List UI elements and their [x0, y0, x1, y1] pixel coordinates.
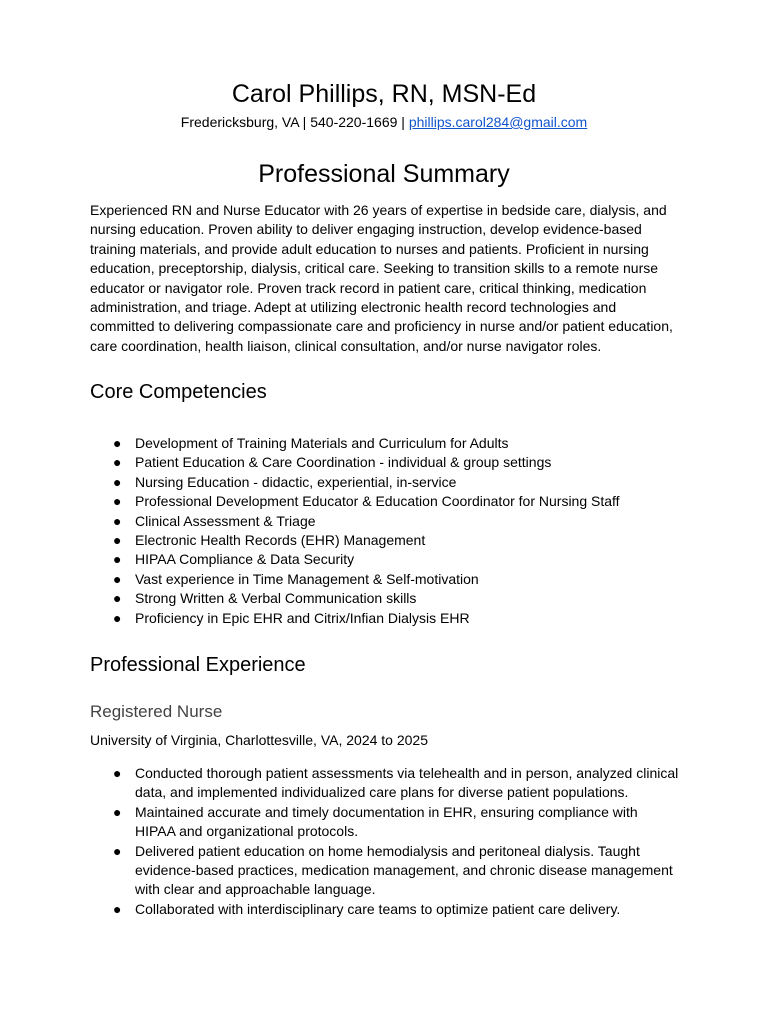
competency-text: Electronic Health Records (EHR) Management: [135, 532, 426, 549]
summary-paragraph: Experienced RN and Nurse Educator with 26 years of expertise in bedside care, dialysis, and nursing education. Proven ability to deliver engaging instruction, develop evidence-based training materials, and provide adult education to nurses and patients. Proficient in nursing education, preceptorship, dialysis, critical care. Seeking to transition skills to a remote nurse educator or navigator role. Proven track record in patient care, critical thinking, medication administration, and triage. Adept at utilizing electronic health record technologies and committed to delivering compassionate care and proficiency in nurse and/or patient education, care coordination, health liaison, clinical consultation, and/or nurse navigator roles.: [90, 202, 673, 354]
competency-text: Development of Training Materials and Curriculum for Adults: [135, 435, 509, 451]
bullet-icon: ●: [113, 590, 122, 607]
list-item: [90, 434, 680, 453]
bullet-icon: ●: [113, 532, 122, 549]
bullet-icon: ●: [113, 842, 122, 859]
list-item: [90, 842, 680, 900]
list-item: [90, 453, 680, 472]
job-bullet-text: Maintained accurate and timely documentation in EHR, ensuring compliance with HIPAA and organizational protocols.: [135, 803, 638, 840]
email-link[interactable]: phillips.carol284@gmail.com: [408, 114, 588, 130]
bullet-icon: ●: [113, 435, 122, 451]
competency-text: HIPAA Compliance & Data Security: [135, 551, 355, 568]
competency-text: Nursing Education - didactic, experiential, in-service: [135, 473, 457, 490]
bullet-icon: ●: [113, 570, 122, 587]
bullet-icon: ●: [113, 900, 122, 917]
experience-heading: Professional Experience: [90, 654, 306, 676]
competency-text: Proficiency in Epic EHR and Citrix/Infian Dialysis EHR: [135, 609, 470, 626]
job-bullets: [90, 764, 680, 919]
bullet-icon: ●: [113, 454, 122, 471]
competency-text: Strong Written & Verbal Communication skills: [135, 590, 417, 607]
list-item: [90, 550, 680, 569]
competency-text: Clinical Assessment & Triage: [135, 512, 316, 529]
list-item: [90, 473, 680, 492]
job-bullet-text: Delivered patient education on home hemodialysis and peritoneal dialysis. Taught evidence-based practices, medication management, and chronic disease management with clear and approachable language.: [135, 842, 673, 898]
list-item: [90, 803, 680, 842]
summary-heading: Professional Summary: [258, 160, 510, 188]
competency-text: Patient Education & Care Coordination - individual & group settings: [135, 454, 552, 471]
candidate-name: Carol Phillips, RN, MSN-Ed: [231, 80, 537, 108]
list-item: [90, 570, 680, 589]
bullet-icon: ●: [113, 473, 122, 490]
contact-line: [90, 113, 678, 131]
competencies-list: [90, 434, 680, 628]
list-item: [90, 492, 680, 511]
list-item: [90, 589, 680, 608]
competency-text: Vast experience in Time Management & Self-motivation: [135, 570, 479, 587]
bullet-icon: ●: [113, 551, 122, 568]
job-bullet-text: Conducted thorough patient assessments via telehealth and in person, analyzed clinical data, and implemented individualized care plans for diverse patient populations.: [135, 765, 679, 801]
bullet-icon: ●: [113, 512, 122, 529]
contact-details: Fredericksburg, VA | 540-220-1669 |: [180, 114, 409, 130]
bullet-icon: ●: [113, 609, 122, 626]
bullet-icon: ●: [113, 493, 122, 510]
list-item: [90, 531, 680, 550]
bullet-icon: ●: [113, 765, 122, 781]
competencies-heading: Core Competencies: [90, 381, 267, 403]
list-item: [90, 512, 680, 531]
list-item: [90, 764, 680, 803]
job-bullet-text: Collaborated with interdisciplinary care teams to optimize patient care delivery.: [135, 900, 621, 917]
bullet-icon: ●: [113, 803, 122, 820]
list-item: [90, 900, 680, 919]
list-item: [90, 609, 680, 628]
job-org-line: University of Virginia, Charlottesville, VA, 2024 to 2025: [90, 732, 428, 748]
competency-text: Professional Development Educator & Education Coordinator for Nursing Staff: [135, 493, 620, 510]
job-title: Registered Nurse: [90, 702, 223, 721]
